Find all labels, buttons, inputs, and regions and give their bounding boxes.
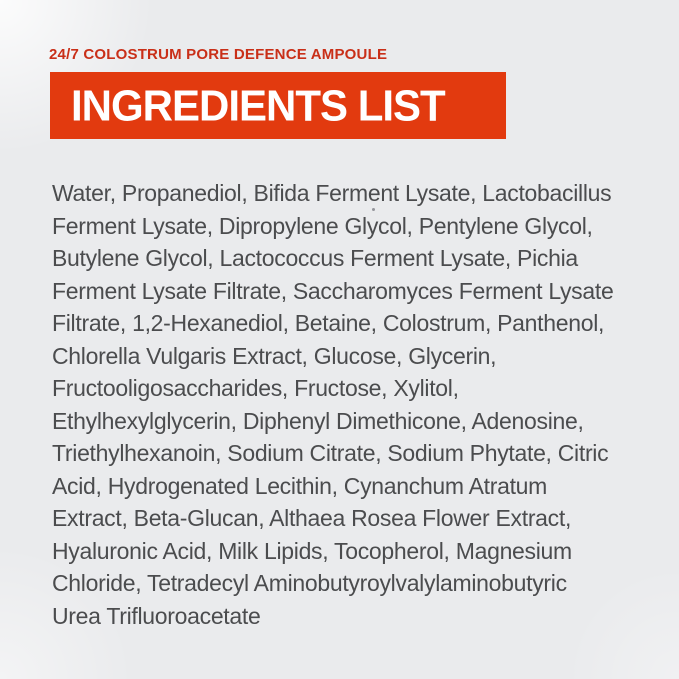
ingredients-line: Filtrate, 1,2-Hexanediol, Betaine, Colostrum, Panthenol, (52, 310, 605, 336)
ingredients-line: Hyaluronic Acid, Milk Lipids, Tocopherol, Magnesium (52, 537, 572, 564)
ingredients-line: Chlorella Vulgaris Extract, Glucose, Glycerin, (52, 342, 497, 369)
ingredients-line: Triethylhexanoin, Sodium Citrate, Sodium Phytate, Citric (52, 440, 609, 466)
ingredients-line: Ferment Lysate Filtrate, Saccharomyces Ferment Lysate (52, 277, 614, 304)
ingredients-line: Fructooligosaccharides, Fructose, Xylitol, (52, 375, 459, 401)
ingredients-banner-label: INGREDIENTS LIST (71, 80, 445, 130)
ingredients-line: Extract, Beta-Glucan, Althaea Rosea Flower Extract, (52, 505, 572, 531)
ingredients-text (52, 177, 613, 632)
ingredients-banner (50, 72, 506, 139)
image-speck-artifact (372, 208, 375, 211)
ingredients-line: Ferment Lysate, Dipropylene Glycol, Pentylene Glycol, (52, 212, 593, 239)
ingredients-line: Acid, Hydrogenated Lecithin, Cynanchum Atratum (52, 472, 548, 499)
ingredients-line: Chloride, Tetradecyl Aminobutyroylvalylaminobutyric (52, 570, 567, 596)
ingredients-line: Butylene Glycol, Lactococcus Ferment Lysate, Pichia (52, 245, 578, 271)
ingredients-line: Water, Propanediol, Bifida Ferment Lysate, Lactobacillus (52, 180, 612, 206)
ingredients-line: Ethylhexylglycerin, Diphenyl Dimethicone, Adenosine, (52, 407, 584, 434)
ingredients-line: Urea Trifluoroacetate (52, 602, 261, 629)
product-name-heading: 24/7 COLOSTRUM PORE DEFENCE AMPOULE (49, 46, 388, 63)
